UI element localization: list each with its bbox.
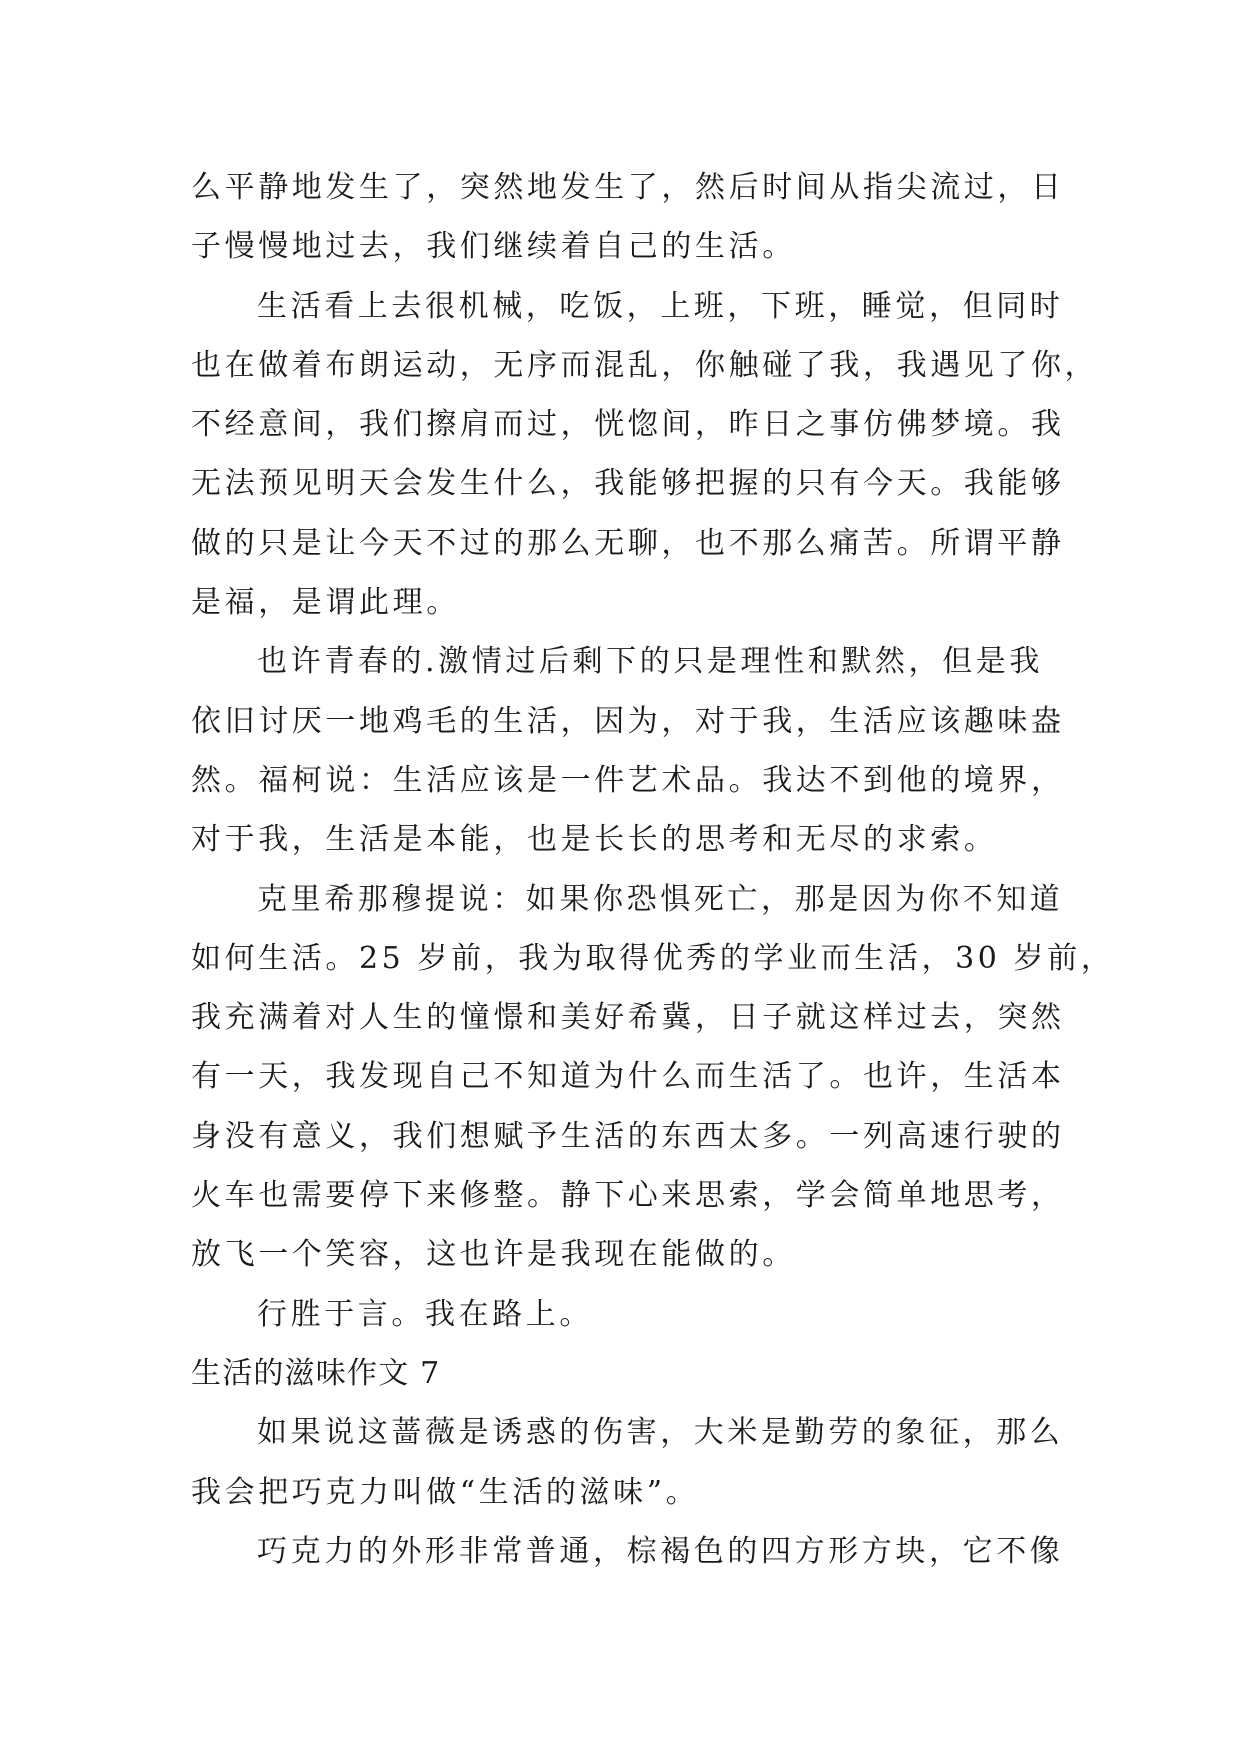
text-line: 火车也需要停下来修整。静下心来思索，学会简单地思考，: [191, 1178, 1065, 1214]
document-body: [191, 158, 1115, 1581]
paragraph-start-line: 行胜于言。我在路上。: [257, 1296, 593, 1332]
text-line: 无法预见明天会发生什么，我能够把握的只有今天。我能够: [191, 466, 1065, 502]
paragraph-start-line: 生活看上去很机械，吃饭，上班，下班，睡觉，但同时: [257, 288, 1064, 324]
text-line: 子慢慢地过去，我们继续着自己的生活。: [191, 229, 796, 265]
text-line: 么平静地发生了，突然地发生了，然后时间从指尖流过，日: [191, 170, 1065, 205]
paragraph-start-line: 克里希那穆提说：如果你恐惧死亡，那是因为你不知道: [257, 881, 1064, 917]
text-line: 对于我，生活是本能，也是长长的思考和无尽的求索。: [191, 822, 998, 858]
text-line: 做的只是让今天不过的那么无聊，也不那么痛苦。所谓平静: [191, 525, 1065, 561]
text-line: 我会把巧克力叫做“生活的滋味”。: [191, 1474, 700, 1510]
text-line: 放飞一个笑容，这也许是我现在能做的。: [191, 1237, 796, 1273]
text-line: 有一天，我发现自己不知道为什么而生活了。也许，生活本: [191, 1059, 1065, 1095]
text-line: 依旧讨厌一地鸡毛的生活，因为，对于我，生活应该趣味盎: [191, 703, 1065, 739]
paragraph-start-line: 如果说这蔷薇是诱惑的伤害，大米是勤劳的象征，那么: [257, 1415, 1064, 1451]
paragraph-start-line: 巧克力的外形非常普通，棕褐色的四方形方块，它不像: [257, 1533, 1064, 1569]
text-line: 然。福柯说：生活应该是一件艺术品。我达不到他的境界，: [191, 762, 1065, 798]
section-heading: 生活的滋味作文 7: [191, 1355, 441, 1391]
text-line: 我充满着对人生的憧憬和美好希冀，日子就这样过去，突然: [191, 1000, 1065, 1036]
text-line: 如何生活。25 岁前，我为取得优秀的学业而生活，30 岁前，: [191, 940, 1115, 976]
text-line: 是福，是谓此理。: [191, 585, 460, 621]
text-line: 也在做着布朗运动，无序而混乱，你触碰了我，我遇见了你，: [191, 347, 1099, 383]
text-line: 身没有意义，我们想赋予生活的东西太多。一列高速行驶的: [191, 1118, 1065, 1154]
paragraph-start-line: 也许青春的.激情过后剩下的只是理性和默然，但是我: [257, 644, 1043, 680]
text-line: 不经意间，我们擦肩而过，恍惚间，昨日之事仿佛梦境。我: [191, 407, 1065, 443]
